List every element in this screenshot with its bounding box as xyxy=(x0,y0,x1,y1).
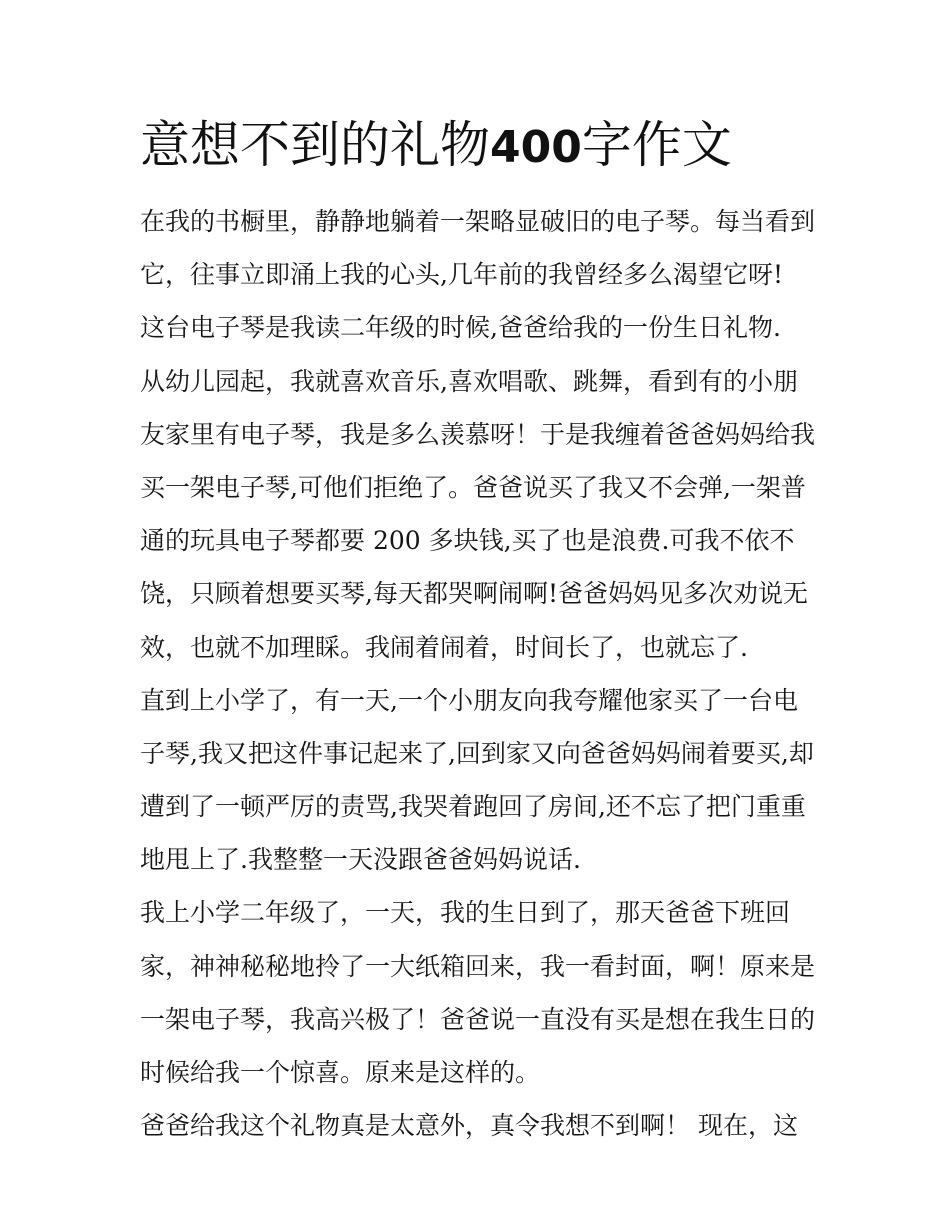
text-line: 我上小学二年级了，一天，我的生日到了，那天爸爸下班回 xyxy=(140,898,791,928)
title-number: 400 xyxy=(490,122,582,173)
text-line: 友家里有电子琴，我是多么羡慕呀！于是我缠着爸爸妈妈给我 xyxy=(140,419,816,449)
title-text: 意想不到的礼物 xyxy=(140,116,490,174)
text-line: 直到上小学了，有一天,一个小朋友向我夸耀他家买了一台电 xyxy=(140,685,798,715)
text-line: 从幼儿园起，我就喜欢音乐,喜欢唱歌、跳舞，看到有的小朋 xyxy=(140,366,798,396)
text-line: 饶，只顾着想要买琴,每天都哭啊闹啊!爸爸妈妈见多次劝说无 xyxy=(140,579,808,609)
document-title xyxy=(140,112,732,181)
text-line: 遭到了一顿严厉的责骂,我哭着跑回了房间,还不忘了把门重重 xyxy=(140,792,806,822)
text-line: 爸爸给我这个礼物真是太意外，真令我想不到啊！ 现在，这 xyxy=(140,1111,798,1141)
essay-body xyxy=(140,195,830,1152)
text-line: 在我的书橱里，静静地躺着一架略显破旧的电子琴。每当看到 xyxy=(140,207,816,236)
text-line: 通的玩具电子琴都要 200 多块钱,买了也是浪费.可我不依不 xyxy=(140,526,795,556)
text-line: 一架电子琴，我高兴极了！爸爸说一直没有买是想在我生日的 xyxy=(140,1004,816,1034)
text-line: 它，往事立即涌上我的心头,几年前的我曾经多么渴望它呀! xyxy=(140,260,783,290)
text-line: 地甩上了.我整整一天没跟爸爸妈妈说话. xyxy=(140,845,581,875)
text-line: 时候给我一个惊喜。原来是这样的。 xyxy=(140,1058,541,1087)
title-suffix: 字作文 xyxy=(581,116,732,174)
text-line: 买一架电子琴,可他们拒绝了。爸爸说买了我又不会弹,一架普 xyxy=(140,472,806,502)
text-line: 家，神神秘秘地拎了一大纸箱回来，我一看封面，啊！原来是 xyxy=(140,951,816,981)
text-line: 这台电子琴是我读二年级的时候,爸爸给我的一份生日礼物. xyxy=(140,313,781,343)
text-line: 效，也就不加理睬。我闹着闹着，时间长了，也就忘了. xyxy=(140,632,748,662)
text-line: 子琴,我又把这件事记起来了,回到家又向爸爸妈妈闹着要买,却 xyxy=(140,738,814,768)
